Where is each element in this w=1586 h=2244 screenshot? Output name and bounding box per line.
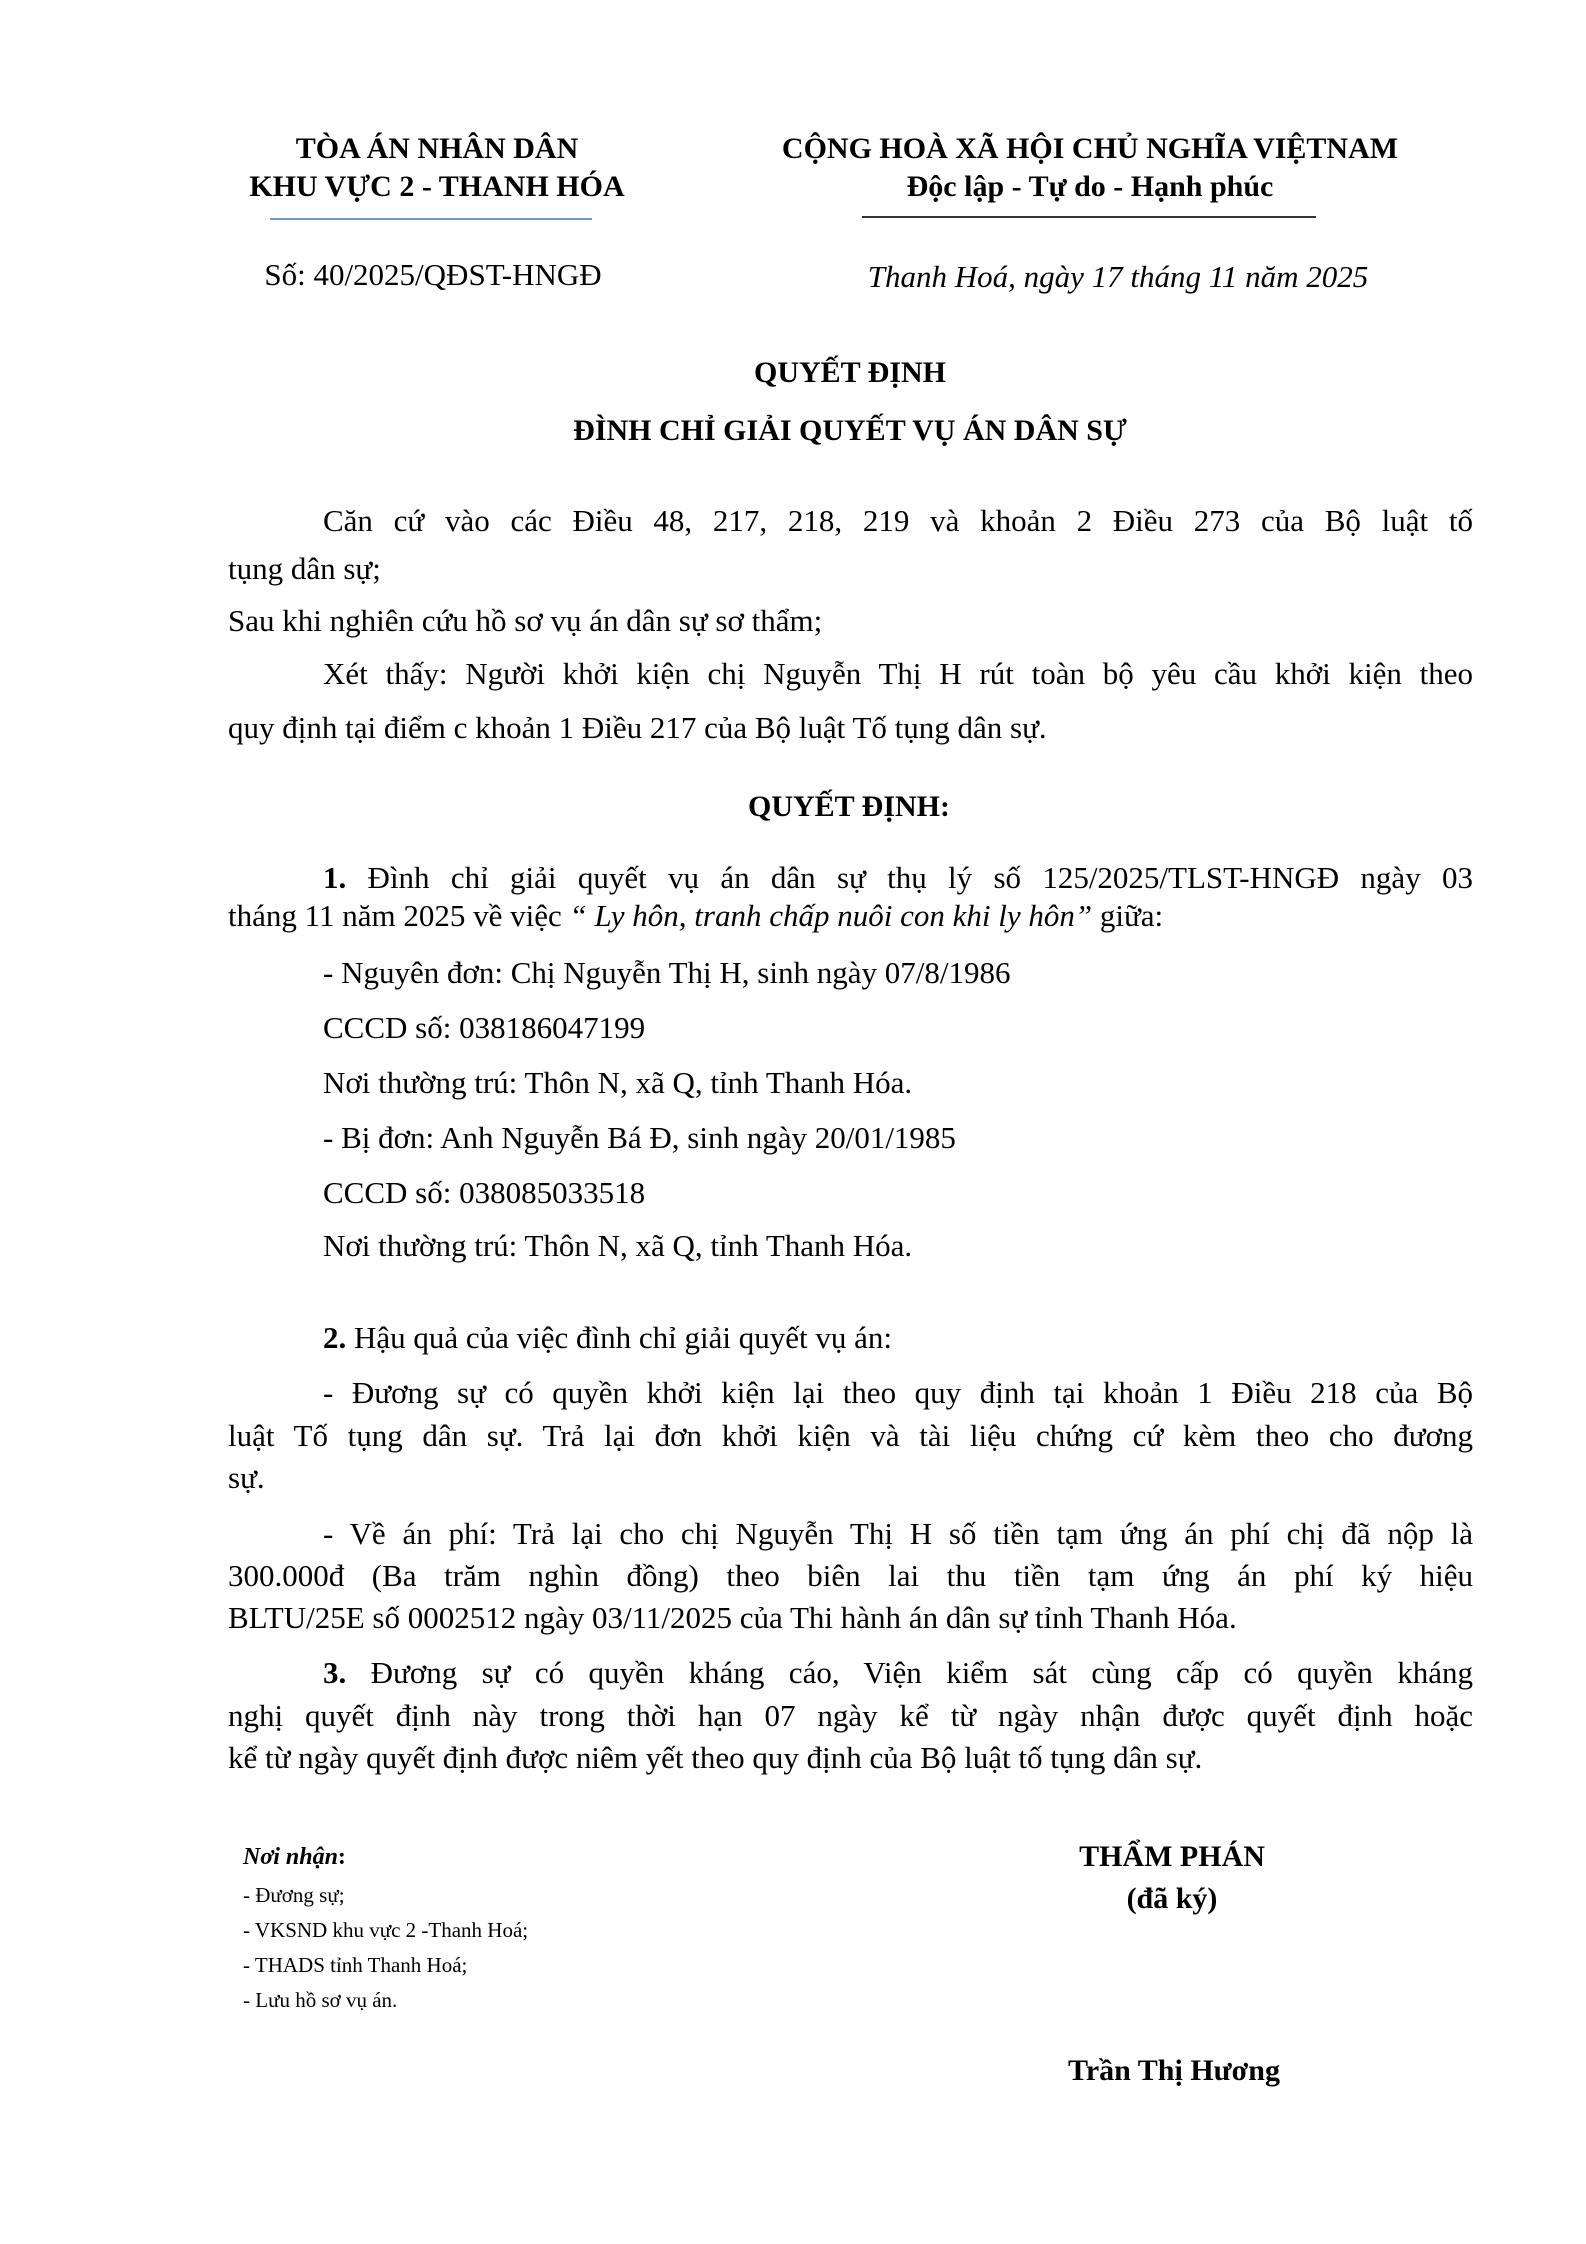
document-title: QUYẾT ĐỊNH [754,356,946,389]
item2-heading-text: Hậu quả của việc đình chỉ giải quyết vụ án: [346,1320,893,1355]
item3-text: Đương sự có quyền kháng cáo, Viện kiểm sát cùng cấp có quyền kháng [346,1655,1473,1690]
recipients-label: Nơi nhận [243,1844,338,1870]
item1-line2-pre: tháng 11 năm 2025 về việc [228,898,570,933]
item2-b-line1: - Về án phí: Trả lại cho chị Nguyễn Thị H số tiền tạm ứng án phí chị đã nộp là [323,1516,1473,1551]
item2-number: 2. [323,1320,347,1355]
issue-date: Thanh Hoá, ngày 17 tháng 11 năm 2025 [867,259,1369,294]
court-region: KHU VỰC 2 - THANH HÓA [249,170,625,203]
country-name: CỘNG HOÀ XÃ HỘI CHỦ NGHĨA VIỆTNAM [781,132,1399,165]
item3-line3: kể từ ngày quyết định được niêm yết theo quy định của Bộ luật tố tụng dân sự. [228,1740,1203,1775]
item1-line1 [323,862,1473,893]
item1-line2 [228,900,1163,931]
header-left-rule [270,218,592,220]
item2-b-line2: 300.000đ (Ba trăm nghìn đồng) theo biên lai thu tiền tạm ứng án phí ký hiệu [228,1558,1473,1593]
item2-b-line3: BLTU/25E số 0002512 ngày 03/11/2025 của Thi hành án dân sự tỉnh Thanh Hóa. [228,1600,1237,1635]
item2-a-line3: sự. [228,1460,265,1495]
plaintiff-info: - Nguyên đơn: Chị Nguyễn Thị H, sinh ngày 07/8/1986 [323,955,1011,990]
item1-text: Đình chỉ giải quyết vụ án dân sự thụ lý số 125/2025/TLST-HNGĐ ngày 03 [346,860,1473,895]
recipients-label-row [243,1845,346,1869]
plaintiff-id: CCCD số: 038186047199 [323,1010,646,1045]
decision-heading: QUYẾT ĐỊNH: [748,790,950,823]
national-motto: Độc lập - Tự do - Hạnh phúc [906,170,1274,203]
item2-a-line2: luật Tố tụng dân sự. Trả lại đơn khởi kiện và tài liệu chứng cứ kèm theo cho đương [228,1418,1473,1453]
item3-number: 3. [323,1655,347,1690]
document-subtitle: ĐÌNH CHỈ GIẢI QUYẾT VỤ ÁN DÂN SỰ [573,414,1127,447]
defendant-info: - Bị đơn: Anh Nguyễn Bá Đ, sinh ngày 20/01/1985 [323,1120,956,1155]
motto-underline [862,216,1316,218]
recipients-colon: : [337,1844,346,1870]
plaintiff-address: Nơi thường trú: Thôn N, xã Q, tỉnh Thanh Hóa. [323,1065,913,1100]
decision-number: Số: 40/2025/QĐST-HNGĐ [264,257,602,292]
recipient-item: - VKSND khu vực 2 -Thanh Hoá; [243,1918,529,1942]
recipient-item: - Đương sự; [243,1883,345,1907]
signer-name: Trần Thị Hương [1068,2054,1280,2087]
item1-line2-post: giữa: [1092,898,1164,933]
signer-title: THẨM PHÁN [1079,1840,1265,1873]
preamble-considering-line1: Xét thấy: Người khởi kiện chị Nguyễn Thị H rút toàn bộ yêu cầu khởi kiện theo [323,656,1473,691]
item2-a-line1: - Đương sự có quyền khởi kiện lại theo quy định tại khoản 1 Điều 218 của Bộ [323,1375,1473,1410]
item2-heading [323,1322,892,1353]
item3-line2: nghị quyết định này trong thời hạn 07 ngày kể từ ngày nhận được quyết định hoặc [228,1698,1473,1733]
preamble-basis-line2: tụng dân sự; [228,551,381,586]
preamble-considering-line2: quy định tại điểm c khoản 1 Điều 217 của Bộ luật Tố tụng dân sự. [228,710,1047,745]
signature-status: (đã ký) [1126,1882,1218,1915]
case-subject: “ Ly hôn, tranh chấp nuôi con khi ly hôn” [569,898,1093,933]
recipient-item: - Lưu hồ sơ vụ án. [243,1988,398,2012]
item1-number: 1. [323,860,347,895]
recipient-item: - THADS tỉnh Thanh Hoá; [243,1953,468,1977]
defendant-address: Nơi thường trú: Thôn N, xã Q, tỉnh Thanh Hóa. [323,1228,913,1263]
preamble-study: Sau khi nghiên cứu hồ sơ vụ án dân sự sơ thẩm; [228,603,823,638]
preamble-basis-line1: Căn cứ vào các Điều 48, 217, 218, 219 và khoản 2 Điều 273 của Bộ luật tố [323,503,1473,538]
defendant-id: CCCD số: 038085033518 [323,1175,646,1210]
item3-line1 [323,1657,1473,1688]
court-name: TÒA ÁN NHÂN DÂN [295,132,579,165]
